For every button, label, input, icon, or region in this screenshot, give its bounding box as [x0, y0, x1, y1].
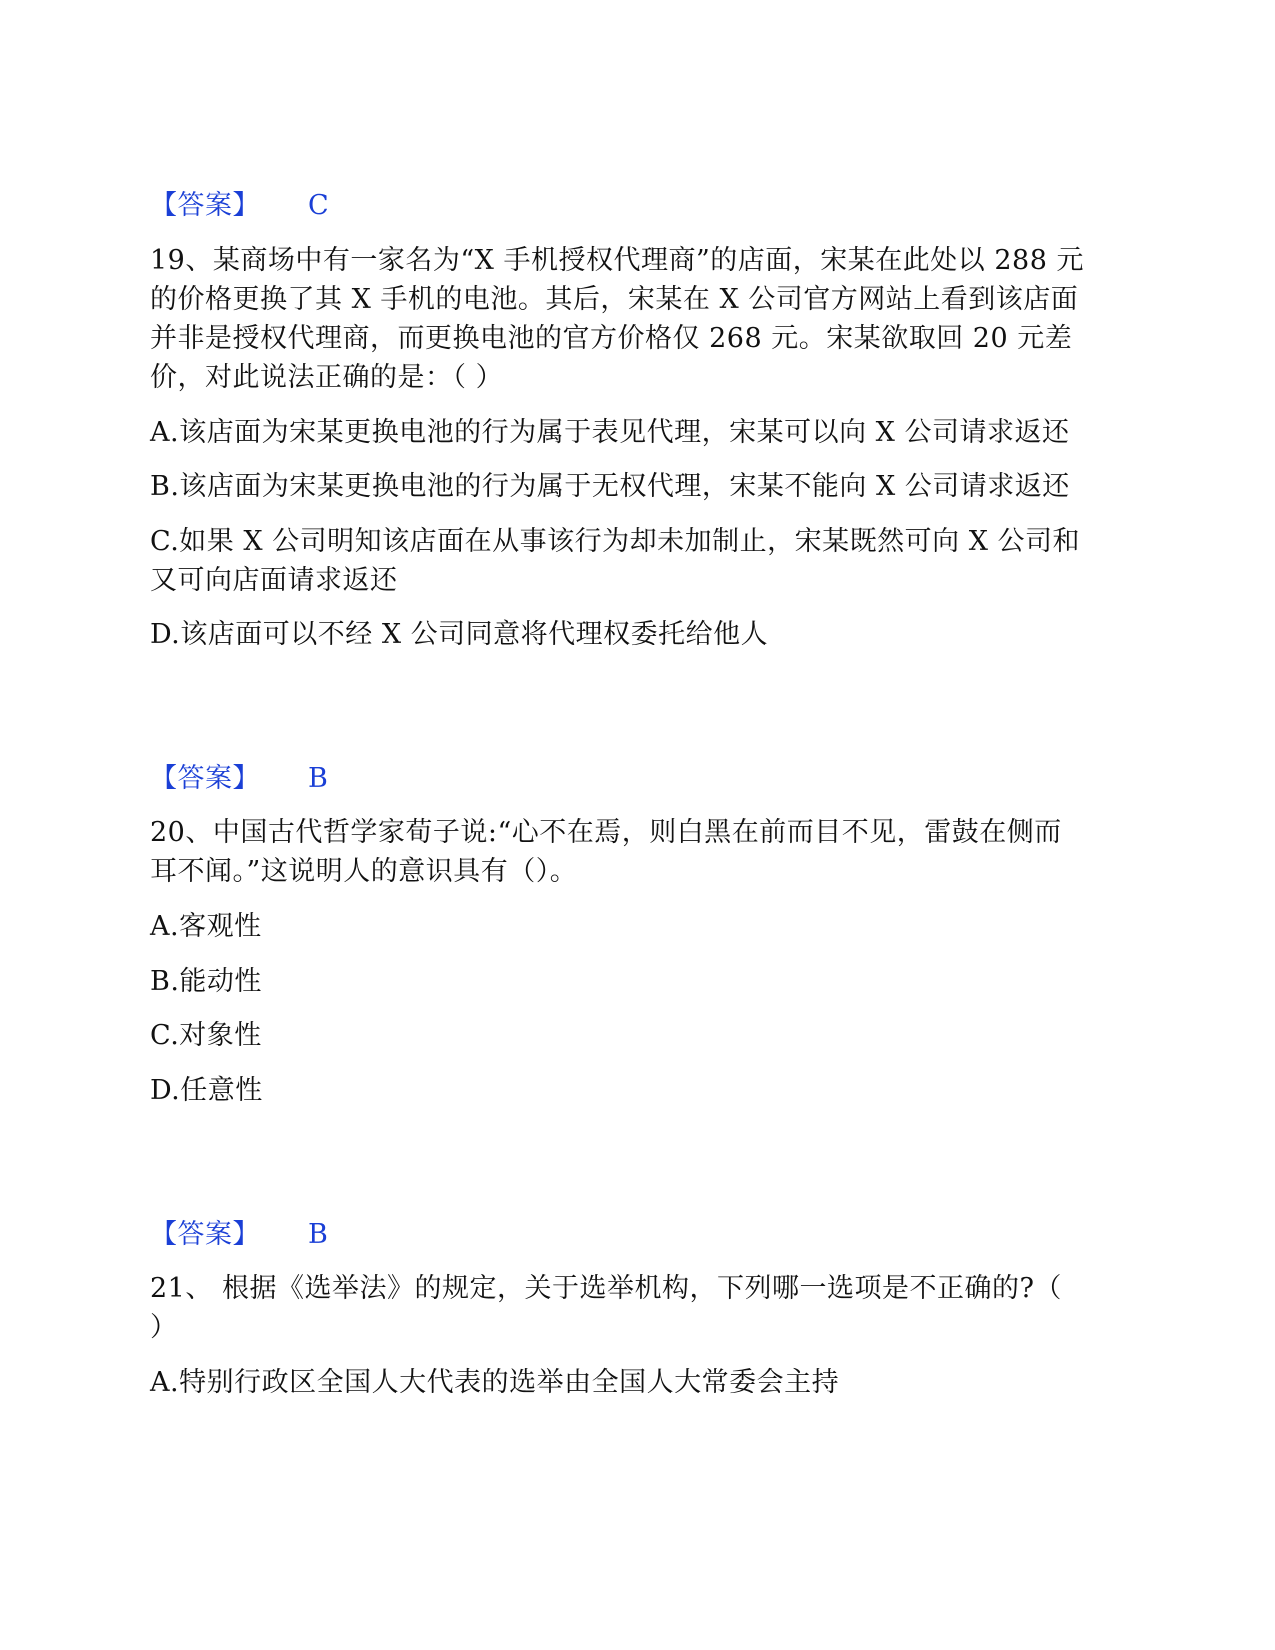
question-20-option-b: B.能动性 — [150, 966, 262, 997]
answer-label: 【答案】 — [150, 190, 260, 221]
answer-row-q19 — [150, 759, 1110, 799]
question-20-option-d: D.任意性 — [150, 1075, 263, 1106]
question-19-line-2: 的价格更换了其 X 手机的电池。其后，宋某在 X 公司官方网站上看到该店面 — [150, 284, 1079, 315]
question-19-option-c-line-2: 又可向店面请求返还 — [150, 565, 398, 596]
question-21-option-a: A.特别行政区全国人大代表的选举由全国人大常委会主持 — [150, 1367, 840, 1398]
question-19-line-1: 19、某商场中有一家名为“X 手机授权代理商”的店面，宋某在此处以 288 元 — [150, 245, 1084, 276]
question-20-option-a: A.客观性 — [150, 911, 262, 942]
question-21-line-1: 21、 根据《选举法》的规定，关于选举机构，下列哪一选项是不正确的?（ — [150, 1273, 1062, 1304]
question-20-line-2: 耳不闻。”这说明人的意识具有（）。 — [150, 856, 578, 887]
answer-label: 【答案】 — [150, 763, 260, 794]
question-19-option-d: D.该店面可以不经 X 公司同意将代理权委托给他人 — [150, 619, 769, 650]
answer-label: 【答案】 — [150, 1219, 260, 1250]
answer-row-q18 — [150, 186, 1110, 226]
question-19-option-a: A.该店面为宋某更换电池的行为属于表见代理，宋某可以向 X 公司请求返还 — [150, 417, 1070, 448]
question-19-line-3: 并非是授权代理商，而更换电池的官方价格仅 268 元。宋某欲取回 20 元差 — [150, 323, 1073, 354]
answer-value: B — [308, 763, 329, 794]
question-19-option-c-line-1: C.如果 X 公司明知该店面在从事该行为却未加制止，宋某既然可向 X 公司和 — [150, 526, 1081, 557]
answer-row-q20 — [150, 1215, 1110, 1255]
question-19-option-b: B.该店面为宋某更换电池的行为属于无权代理，宋某不能向 X 公司请求返还 — [150, 471, 1070, 502]
question-21-line-2: ） — [150, 1312, 178, 1343]
question-20-option-c: C.对象性 — [150, 1020, 262, 1051]
question-19-line-4: 价，对此说法正确的是：（ ） — [150, 362, 504, 393]
answer-value: B — [308, 1219, 329, 1250]
question-20-line-1: 20、中国古代哲学家荀子说:“心不在焉，则白黑在前而目不见，雷鼓在侧而 — [150, 817, 1062, 848]
answer-value: C — [308, 190, 330, 221]
